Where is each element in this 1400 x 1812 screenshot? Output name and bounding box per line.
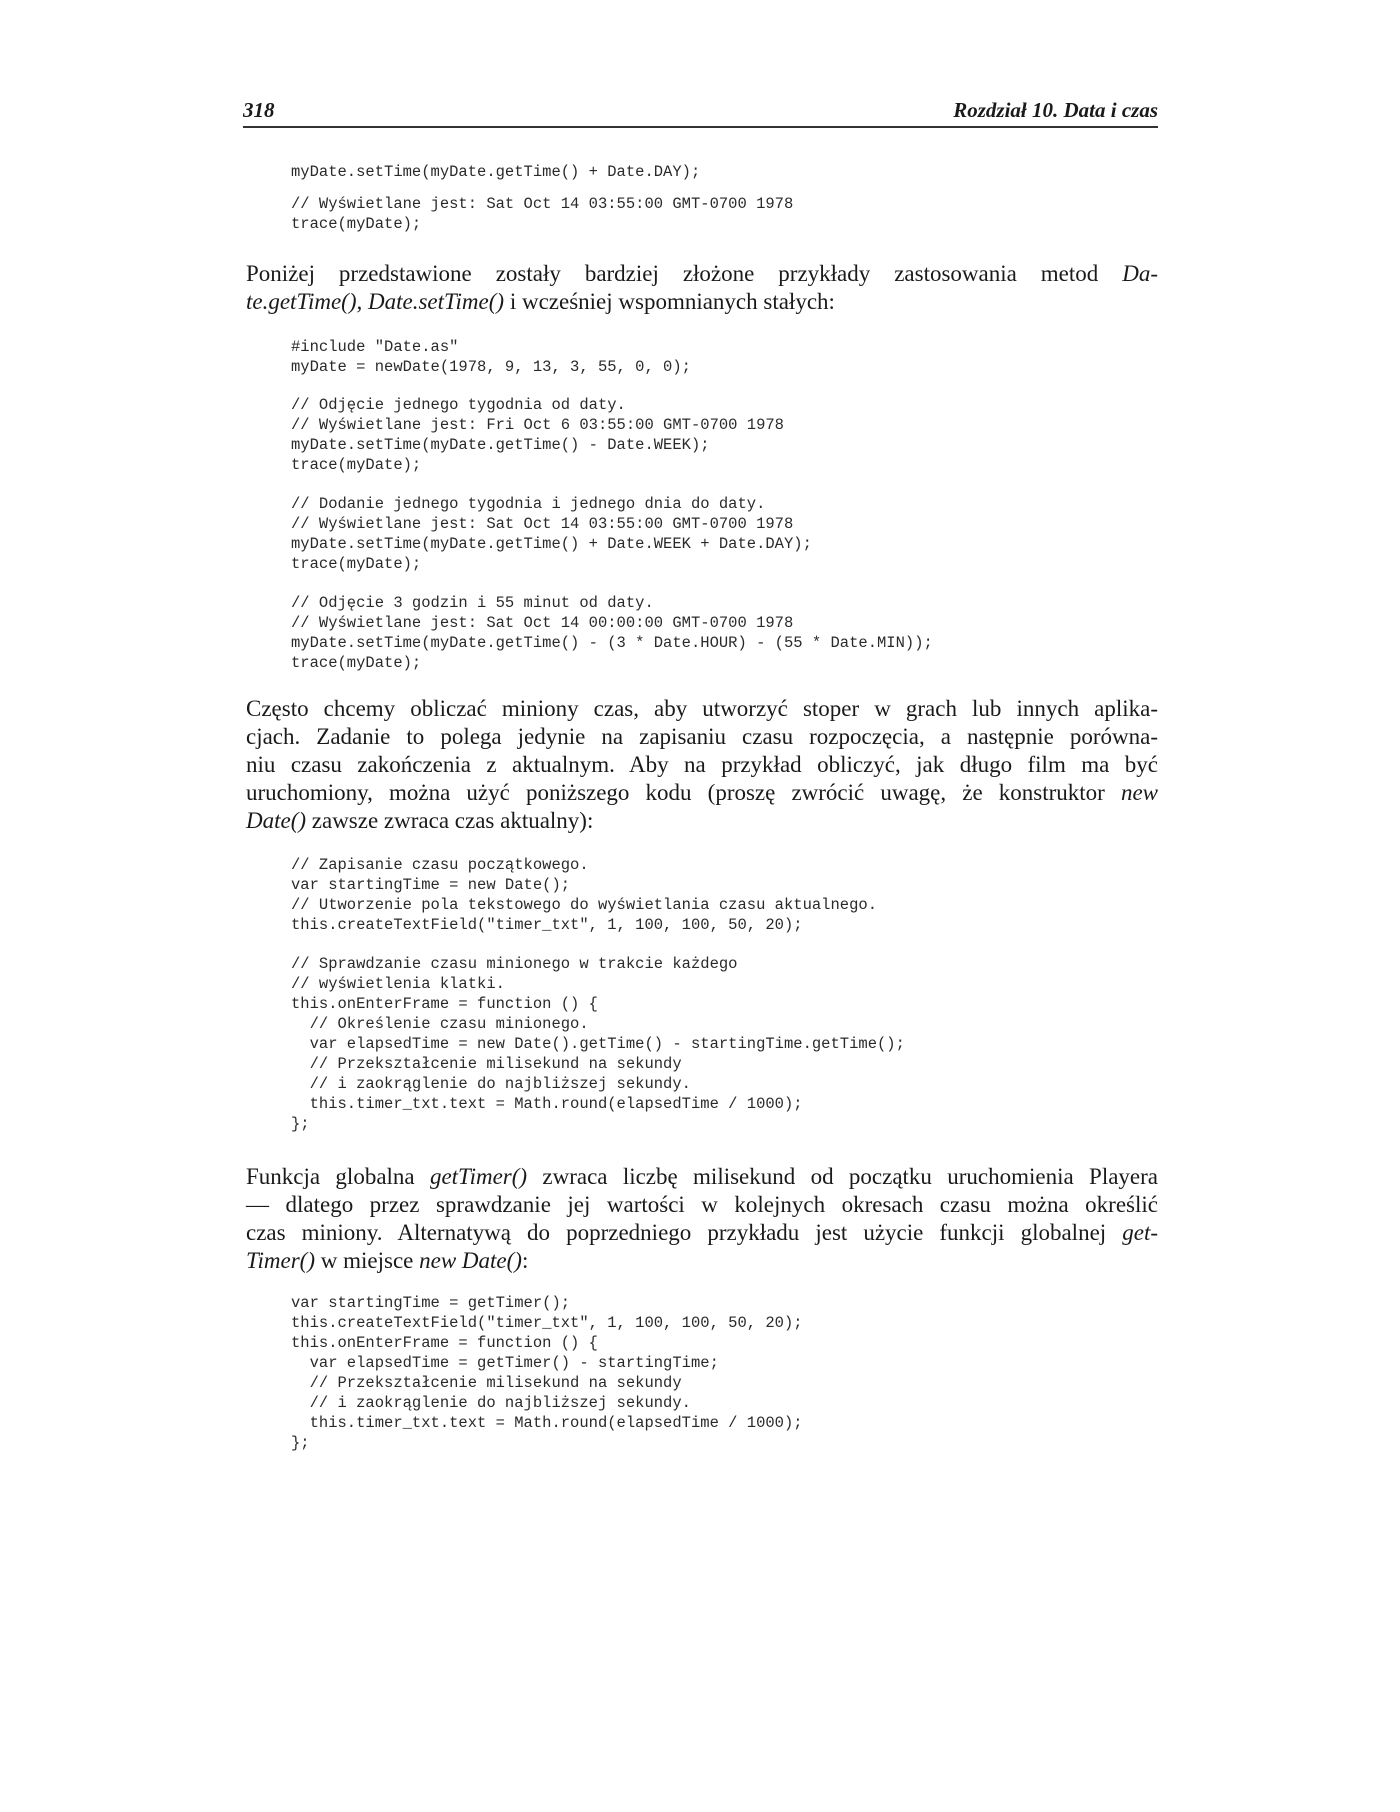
code-block: #include "Date.as" myDate = newDate(1978, 9, 13, 3, 55, 0, 0);	[291, 338, 691, 376]
body-paragraph: Często chcemy obliczać miniony czas, aby utworzyć stoper w grach lub innych aplika- cjach. Zadanie to polega jedynie na zapisaniu czasu rozpoczęcia, a następnie porówna- niu czasu zakończenia z aktualnym. Aby na przykład obliczyć, jak długo film ma być uruchomiony, można użyć poniższego kodu (proszę zwrócić uwagę, że konstruktor new Date() zawsze zwraca czas aktualny):	[246, 696, 1158, 833]
chapter-title: Rozdział 10. Data i czas	[953, 98, 1158, 122]
code-block: // Sprawdzanie czasu minionego w trakcie każdego // wyświetlenia klatki. this.onEnterFrame = function () { // Określenie czasu minionego. var elapsedTime = new Date().getTime() - startingTime.getTime(); // Przekształcenie milisekund na sekundy // i zaokrąglenie do najbliższej sekundy. this.timer_txt.text = Math.round(elapsedTime / 1000); };	[291, 955, 905, 1133]
page-number: 318	[243, 98, 275, 122]
body-paragraph: Poniżej przedstawione zostały bardziej złożone przykłady zastosowania metod Da- te.getTime(), Date.setTime() i wcześniej wspomnianych stałych:	[246, 261, 1158, 314]
code-block: // Wyświetlane jest: Sat Oct 14 03:55:00 GMT-0700 1978 trace(myDate);	[291, 195, 794, 233]
code-block: // Odjęcie jednego tygodnia od daty. // Wyświetlane jest: Fri Oct 6 03:55:00 GMT-0700 1978 myDate.setTime(myDate.getTime() - Date.WEEK); trace(myDate);	[291, 396, 784, 474]
running-header	[243, 96, 1158, 128]
code-block: myDate.setTime(myDate.getTime() + Date.DAY);	[291, 163, 701, 181]
code-block: // Dodanie jednego tygodnia i jednego dnia do daty. // Wyświetlane jest: Sat Oct 14 03:55:00 GMT-0700 1978 myDate.setTime(myDate.getTime() + Date.WEEK + Date.DAY); trace(myDate);	[291, 495, 812, 573]
code-block: // Zapisanie czasu początkowego. var startingTime = new Date(); // Utworzenie pola tekstowego do wyświetlania czasu aktualnego. this.createTextField("timer_txt", 1, 100, 100, 50, 20);	[291, 856, 877, 934]
code-block: // Odjęcie 3 godzin i 55 minut od daty. // Wyświetlane jest: Sat Oct 14 00:00:00 GMT-0700 1978 myDate.setTime(myDate.getTime() - (3 * Date.HOUR) - (55 * Date.MIN)); trace(myDate);	[291, 594, 933, 672]
body-paragraph: Funkcja globalna getTimer() zwraca liczbę milisekund od początku uruchomienia Playera — dlatego przez sprawdzanie jej wartości w kolejnych okresach czasu można określić czas miniony. Alternatywą do poprzedniego przykładu jest użycie funkcji globalnej get- Timer() w miejsce new Date():	[246, 1164, 1159, 1273]
code-block: var startingTime = getTimer(); this.createTextField("timer_txt", 1, 100, 100, 50, 20); this.onEnterFrame = function () { var elapsedTime = getTimer() - startingTime; // Przekształcenie milisekund na sekundy // i zaokrąglenie do najbliższej sekundy. this.timer_txt.text = Math.round(elapsedTime / 1000); };	[291, 1294, 803, 1452]
